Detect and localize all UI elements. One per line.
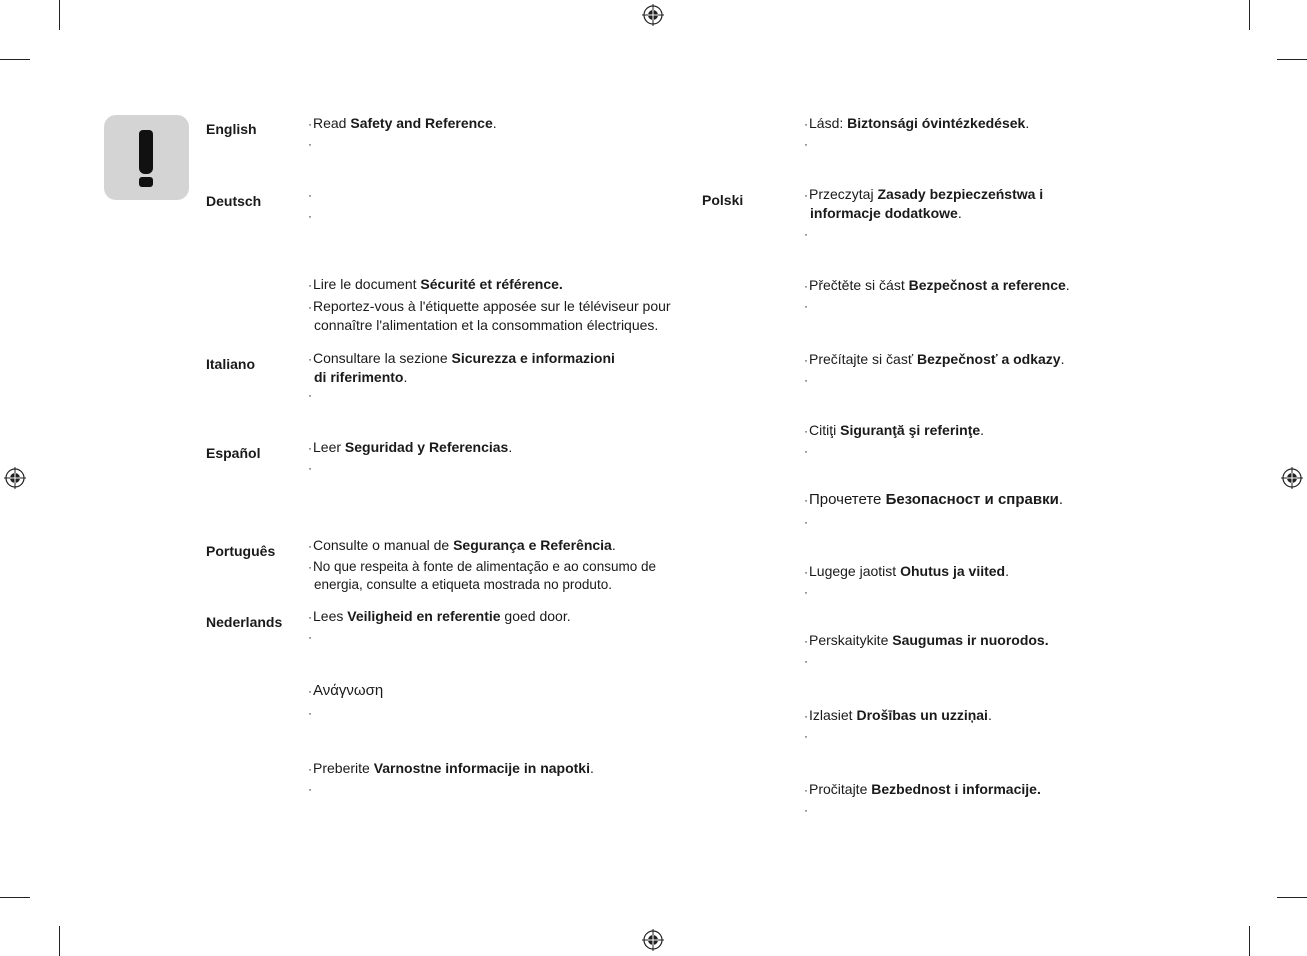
instruction-text: .	[403, 369, 408, 385]
instruction-text: Ανάγνωση	[313, 682, 384, 699]
empty-bullet	[804, 134, 809, 153]
bullet: ·	[804, 493, 808, 507]
bullet: ·	[308, 706, 312, 720]
bullet: ·	[804, 137, 808, 151]
instruction-french	[308, 275, 563, 294]
crop-mark	[1249, 926, 1250, 956]
instruction-text: connaître l'alimentation et la consommation électriques.	[314, 317, 659, 333]
instruction-text: .	[492, 115, 497, 131]
bullet: ·	[804, 117, 808, 131]
document-title: Segurança e Referência	[453, 537, 612, 553]
registration-mark-icon	[1281, 467, 1303, 489]
instruction-text: .	[1058, 491, 1063, 508]
document-title: Biztonsági óvintézkedések	[847, 115, 1026, 131]
crop-mark	[1277, 59, 1307, 60]
instruction-slovene	[308, 759, 594, 778]
bullet: ·	[804, 424, 808, 438]
instruction-text: goed door.	[500, 608, 571, 624]
document-title: Bezpečnosť a odkazy	[916, 351, 1061, 367]
document-title: Seguridad y Referencias	[344, 439, 509, 455]
empty-bullet	[804, 651, 809, 670]
crop-mark	[1277, 897, 1307, 898]
document-title: Sicurezza e informazioni	[451, 350, 615, 366]
instruction-nederlands	[308, 607, 571, 626]
instruction-text: Leer	[313, 439, 345, 455]
instruction-english	[308, 114, 497, 133]
instruction-text: Prečítajte si časť	[809, 351, 917, 367]
empty-bullet	[308, 703, 313, 722]
instruction-text: Consultare la sezione	[313, 350, 452, 366]
instruction-text: .	[1065, 277, 1070, 293]
instruction-portugues	[308, 536, 616, 555]
bullet: ·	[804, 803, 808, 817]
bullet: ·	[308, 684, 312, 698]
instruction-french-label	[308, 297, 671, 334]
document-title: Siguranţă şi referinţe	[840, 422, 981, 438]
instruction-text: Lugege jaotist	[809, 563, 901, 579]
instruction-text: Lásd:	[809, 115, 848, 131]
instruction-text: .	[1025, 115, 1030, 131]
empty-bullet	[308, 779, 313, 798]
language-label-deutsch: Deutsch	[206, 193, 262, 209]
registration-mark-icon	[642, 929, 664, 951]
exclamation-icon	[104, 115, 189, 200]
document-title: informacje dodatkowe	[810, 205, 958, 221]
bullet: ·	[804, 279, 808, 293]
empty-bullet	[308, 627, 313, 646]
instruction-italiano	[308, 349, 615, 386]
bullet: ·	[308, 300, 312, 314]
instruction-text: Perskaitykite	[809, 632, 893, 648]
document-title: Безопасност и справки	[885, 491, 1059, 508]
document-title: Bezpečnost a reference	[908, 277, 1066, 293]
empty-bullet	[804, 582, 809, 601]
bullet: ·	[308, 782, 312, 796]
bullet: ·	[804, 444, 808, 458]
crop-mark	[0, 59, 30, 60]
document-title: Varnostne informacije in napotki	[373, 760, 590, 776]
instruction-text: Przeczytaj	[809, 186, 878, 202]
empty-bullet	[804, 512, 809, 531]
instruction-slovak	[804, 350, 1065, 369]
language-label-polski: Polski	[702, 192, 744, 208]
bullet: ·	[308, 117, 312, 131]
instruction-text: .	[611, 537, 616, 553]
empty-bullet	[804, 441, 809, 460]
instruction-text: .	[987, 707, 992, 723]
bullet: ·	[308, 209, 312, 223]
document-title: Safety and Reference	[350, 115, 493, 131]
empty-bullet	[308, 458, 313, 477]
instruction-text: Reportez-vous à l'étiquette apposée sur le téléviseur pour	[313, 298, 671, 314]
bullet: ·	[804, 299, 808, 313]
instruction-greek	[308, 682, 383, 700]
empty-bullet	[804, 224, 809, 243]
instruction-text: Pročitajte	[809, 781, 872, 797]
instruction-text: Preberite	[313, 760, 374, 776]
empty-bullet	[308, 206, 313, 225]
bullet: ·	[804, 353, 808, 367]
instruction-espanol	[308, 438, 512, 457]
instruction-czech	[804, 276, 1070, 295]
document-title: Saugumas ir nuorodos.	[892, 632, 1049, 648]
registration-mark-icon	[642, 4, 664, 26]
crop-mark	[59, 0, 60, 30]
bullet: ·	[804, 515, 808, 529]
instruction-text: energia, consulte a etiqueta mostrada no produto.	[314, 577, 612, 592]
document-title: Drošības un uzziņai	[856, 707, 988, 723]
instruction-text: Citiţi	[809, 422, 841, 438]
document-title: Veiligheid en referentie	[347, 608, 501, 624]
bullet: ·	[308, 441, 312, 455]
empty-bullet	[308, 185, 313, 204]
document-title: Bezbednost i informacije.	[871, 781, 1041, 797]
instruction-polski	[804, 185, 1043, 222]
crop-mark	[1249, 0, 1250, 30]
bullet: ·	[804, 188, 808, 202]
empty-bullet	[804, 370, 809, 389]
instruction-text: .	[508, 439, 513, 455]
empty-bullet	[308, 385, 313, 404]
document-title: Zasady bezpieczeństwa i	[877, 186, 1044, 202]
bullet: ·	[308, 461, 312, 475]
bullet: ·	[308, 388, 312, 402]
instruction-text: Прочетете	[809, 491, 886, 508]
bullet: ·	[308, 630, 312, 644]
bullet: ·	[308, 560, 312, 574]
document-title: di riferimento	[314, 369, 404, 385]
instruction-text: .	[589, 760, 594, 776]
bullet: ·	[804, 585, 808, 599]
instruction-bulgarian	[804, 491, 1063, 509]
registration-mark-icon	[4, 467, 26, 489]
document-title: Ohutus ja viited	[900, 563, 1006, 579]
instruction-hungarian	[804, 114, 1029, 133]
empty-bullet	[804, 296, 809, 315]
bullet: ·	[804, 373, 808, 387]
bullet: ·	[804, 634, 808, 648]
instruction-text: Přečtěte si část	[809, 277, 909, 293]
instruction-text: Consulte o manual de	[313, 537, 454, 553]
instruction-lithuanian	[804, 631, 1049, 650]
empty-bullet	[308, 134, 313, 153]
instruction-text: .	[980, 422, 985, 438]
instruction-text: No que respeita à fonte de alimentação e ao consumo de	[313, 559, 656, 574]
language-label-espanol: Español	[206, 445, 261, 461]
instruction-latvian	[804, 706, 992, 725]
document-title: Sécurité et référence.	[420, 276, 563, 292]
exclamation-dot	[139, 177, 153, 187]
instruction-text: Lire le document	[313, 276, 421, 292]
empty-bullet	[804, 726, 809, 745]
instruction-estonian	[804, 562, 1009, 581]
language-label-nederlands: Nederlands	[206, 614, 283, 630]
instruction-romanian	[804, 421, 984, 440]
instruction-text: Izlasiet	[809, 707, 857, 723]
crop-mark	[0, 897, 30, 898]
bullet: ·	[308, 610, 312, 624]
language-label-italiano: Italiano	[206, 356, 256, 372]
bullet: ·	[308, 137, 312, 151]
bullet: ·	[804, 654, 808, 668]
instruction-text: Read	[313, 115, 351, 131]
language-label-portugues: Português	[206, 543, 276, 559]
instruction-text: .	[1060, 351, 1065, 367]
instruction-croatian	[804, 780, 1041, 799]
bullet: ·	[308, 188, 312, 202]
empty-bullet	[804, 800, 809, 819]
instruction-text: .	[957, 205, 962, 221]
bullet: ·	[308, 352, 312, 366]
bullet: ·	[804, 783, 808, 797]
bullet: ·	[804, 709, 808, 723]
instruction-portugues-label	[308, 558, 656, 594]
instruction-text: Lees	[313, 608, 348, 624]
language-label-english: English	[206, 121, 257, 137]
instruction-text: .	[1005, 563, 1009, 579]
bullet: ·	[308, 539, 312, 553]
exclamation-bar	[139, 130, 153, 174]
bullet: ·	[804, 729, 808, 743]
bullet: ·	[308, 762, 312, 776]
bullet: ·	[804, 565, 808, 579]
bullet: ·	[804, 227, 808, 241]
crop-mark	[59, 926, 60, 956]
bullet: ·	[308, 278, 312, 292]
